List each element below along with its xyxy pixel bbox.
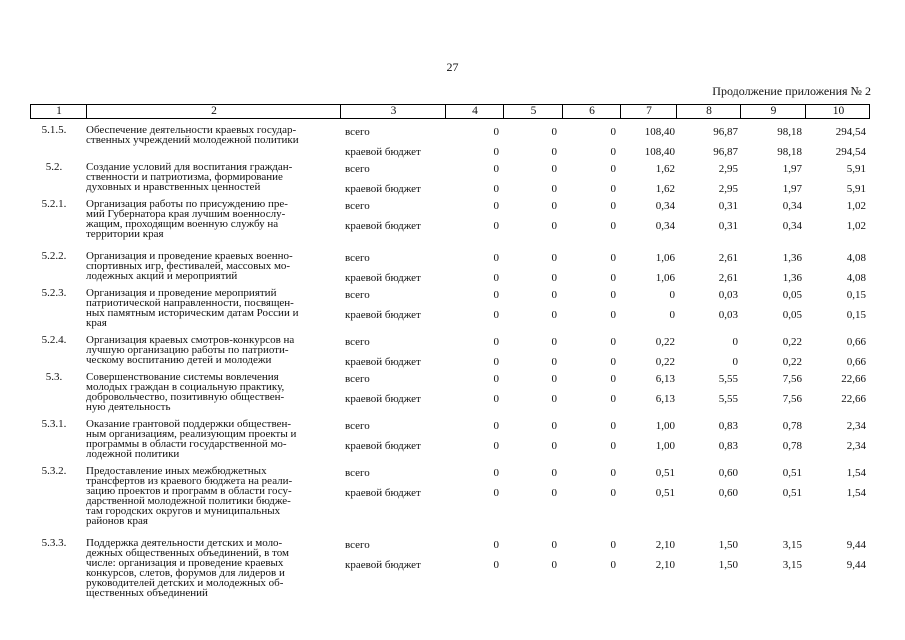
value-cell: 108,40 (644, 146, 675, 158)
value-cell: 0 (493, 146, 499, 158)
value-cell: 0 (493, 163, 499, 175)
value-cell: 2,34 (846, 440, 866, 452)
row-number: 5.2.2. (41, 250, 67, 262)
value-cell: 0,15 (846, 309, 866, 321)
row-number: 5.2.3. (41, 287, 67, 299)
value-cell: 5,55 (718, 373, 738, 385)
value-cell: 1,06 (655, 252, 675, 264)
funding-line (340, 370, 870, 390)
funding-source: краевой бюджет (345, 309, 421, 321)
value-cell: 0 (669, 289, 675, 301)
value-cell: 294,54 (835, 126, 866, 138)
value-cell: 22,66 (841, 393, 866, 405)
funding-line (340, 437, 870, 457)
value-cell: 1,97 (782, 183, 802, 195)
value-cell: 0 (551, 252, 557, 264)
row-number: 5.3.2. (41, 465, 67, 477)
value-cell: 0 (610, 220, 616, 232)
value-cell: 96,87 (713, 126, 738, 138)
value-cell: 98,18 (777, 126, 802, 138)
funding-line (340, 536, 870, 556)
funding-source: всего (345, 373, 370, 385)
continuation-caption: Продолжение приложения № 2 (712, 84, 871, 98)
header-divider (740, 105, 741, 118)
header-divider (503, 105, 504, 118)
value-cell: 0 (493, 559, 499, 571)
row-name: Организация и проведение мероприятий патриотической направленности, посвящен- ных памятным историческим датам России и края (86, 287, 299, 329)
funding-line (340, 484, 870, 504)
value-cell: 0 (493, 200, 499, 212)
value-cell: 2,10 (655, 539, 675, 551)
value-cell: 0 (610, 336, 616, 348)
value-cell: 108,40 (644, 126, 675, 138)
value-cell: 0 (610, 487, 616, 499)
value-cell: 5,91 (846, 163, 866, 175)
row-name: Оказание грантовой поддержки обществен- ным организациям, реализующим проекты и программы в области государственной мо- лодежной политики (86, 418, 297, 460)
funding-line (340, 286, 870, 306)
row-values (340, 251, 870, 291)
funding-source: краевой бюджет (345, 487, 421, 499)
value-cell: 98,18 (777, 146, 802, 158)
value-cell: 1,06 (655, 272, 675, 284)
header-cell-5: 5 (530, 105, 537, 117)
header-cell-8: 8 (706, 105, 712, 117)
value-cell: 7,56 (782, 393, 802, 405)
value-cell: 1,54 (846, 467, 866, 479)
value-cell: 0 (551, 220, 557, 232)
value-cell: 0 (493, 373, 499, 385)
value-cell: 0 (610, 373, 616, 385)
value-cell: 5,55 (718, 393, 738, 405)
value-cell: 9,44 (846, 539, 866, 551)
table-row (30, 251, 870, 288)
value-cell: 0 (610, 200, 616, 212)
value-cell: 0 (551, 309, 557, 321)
value-cell: 0,03 (718, 309, 738, 321)
row-number: 5.2.1. (41, 198, 67, 210)
value-cell: 0 (493, 420, 499, 432)
value-cell: 0 (610, 126, 616, 138)
row-values (340, 372, 870, 412)
row-values (340, 466, 870, 506)
header-cell-9: 9 (770, 105, 777, 117)
value-cell: 0,22 (782, 356, 802, 368)
value-cell: 0 (493, 289, 499, 301)
value-cell: 0 (610, 393, 616, 405)
table-row (30, 335, 870, 372)
funding-line (340, 160, 870, 180)
funding-line (340, 464, 870, 484)
value-cell: 0 (610, 356, 616, 368)
value-cell: 0,78 (782, 440, 802, 452)
row-name: Организация краевых смотров-конкурсов на лучшую организацию работы по патриоти- ческому воспитанию детей и молодежи (86, 334, 295, 366)
header-divider (805, 105, 806, 118)
value-cell: 0 (610, 183, 616, 195)
value-cell: 0,31 (718, 200, 738, 212)
header-divider (86, 105, 87, 118)
value-cell: 0 (551, 487, 557, 499)
value-cell: 0 (610, 539, 616, 551)
header-cell-3: 3 (390, 105, 397, 117)
header-divider (562, 105, 563, 118)
value-cell: 0 (610, 163, 616, 175)
funding-source: краевой бюджет (345, 440, 421, 452)
value-cell: 6,13 (655, 393, 675, 405)
value-cell: 0 (610, 146, 616, 158)
value-cell: 1,62 (655, 163, 675, 175)
table-row (30, 466, 870, 538)
row-name: Организация и проведение краевых военно- спортивных игр, фестивалей, массовых мо- лодежных акций и мероприятий (86, 250, 293, 282)
value-cell: 2,10 (655, 559, 675, 571)
row-number: 5.3.1. (41, 418, 67, 430)
table-row (30, 288, 870, 335)
value-cell: 96,87 (713, 146, 738, 158)
value-cell: 0 (551, 467, 557, 479)
funding-line (340, 217, 870, 237)
header-divider (676, 105, 677, 118)
row-number: 5.3.3. (41, 537, 67, 549)
value-cell: 0,60 (718, 487, 738, 499)
table-row (30, 199, 870, 251)
table-row (30, 419, 870, 466)
value-cell: 0 (551, 289, 557, 301)
value-cell: 0 (551, 539, 557, 551)
value-cell: 0 (610, 440, 616, 452)
funding-line (340, 123, 870, 143)
value-cell: 0 (493, 539, 499, 551)
value-cell: 0 (493, 220, 499, 232)
funding-source: краевой бюджет (345, 393, 421, 405)
row-values (340, 538, 870, 578)
value-cell: 0 (493, 356, 499, 368)
row-values (340, 199, 870, 239)
funding-source: краевой бюджет (345, 272, 421, 284)
value-cell: 0,83 (718, 420, 738, 432)
funding-source: краевой бюджет (345, 146, 421, 158)
header-cell-7: 7 (646, 105, 652, 117)
value-cell: 0 (493, 252, 499, 264)
value-cell: 1,62 (655, 183, 675, 195)
funding-line (340, 556, 870, 576)
value-cell: 1,50 (718, 559, 738, 571)
funding-line (340, 197, 870, 217)
value-cell: 0,34 (655, 220, 675, 232)
value-cell: 1,00 (655, 440, 675, 452)
value-cell: 0 (610, 420, 616, 432)
value-cell: 1,50 (718, 539, 738, 551)
value-cell: 0,51 (782, 467, 802, 479)
funding-line (340, 390, 870, 410)
value-cell: 0 (669, 309, 675, 321)
funding-source: краевой бюджет (345, 220, 421, 232)
row-name: Предоставление иных межбюджетных трансфертов из краевого бюджета на реали- зацию проектов и программ в области госу- дарственной молодежной политики бюдже- там городских округов и муниципальных районов края (86, 465, 293, 527)
value-cell: 0 (551, 440, 557, 452)
value-cell: 0 (551, 183, 557, 195)
value-cell: 0,05 (782, 309, 802, 321)
value-cell: 0 (610, 559, 616, 571)
row-name: Организация работы по присуждению пре- мий Губернатора края лучшим военнослу- жащим, проходящим военную службу на территории края (86, 198, 288, 240)
row-name: Обеспечение деятельности краевых государ- ственных учреждений молодежной политики (86, 124, 299, 146)
funding-source: всего (345, 126, 370, 138)
funding-source: краевой бюджет (345, 559, 421, 571)
header-cell-4: 4 (472, 105, 478, 117)
value-cell: 1,36 (782, 272, 802, 284)
value-cell: 4,08 (846, 252, 866, 264)
row-number: 5.2. (45, 161, 63, 173)
value-cell: 0 (732, 336, 738, 348)
funding-line (340, 249, 870, 269)
value-cell: 0,66 (846, 336, 866, 348)
value-cell: 0 (551, 146, 557, 158)
value-cell: 0 (551, 393, 557, 405)
value-cell: 0 (493, 336, 499, 348)
value-cell: 0,51 (655, 487, 675, 499)
value-cell: 0 (493, 467, 499, 479)
value-cell: 0 (493, 393, 499, 405)
value-cell: 0 (551, 126, 557, 138)
value-cell: 0 (551, 163, 557, 175)
value-cell: 0 (493, 272, 499, 284)
row-number: 5.2.4. (41, 334, 67, 346)
funding-source: всего (345, 289, 370, 301)
value-cell: 0 (551, 336, 557, 348)
value-cell: 0,34 (655, 200, 675, 212)
table-row (30, 162, 870, 199)
funding-source: всего (345, 336, 370, 348)
header-divider (620, 105, 621, 118)
value-cell: 0 (493, 487, 499, 499)
table-row (30, 372, 870, 419)
value-cell: 3,15 (782, 559, 802, 571)
funding-source: всего (345, 420, 370, 432)
value-cell: 0,83 (718, 440, 738, 452)
row-values (340, 125, 870, 165)
value-cell: 0,60 (718, 467, 738, 479)
value-cell: 0,22 (655, 336, 675, 348)
value-cell: 6,13 (655, 373, 675, 385)
value-cell: 0 (610, 252, 616, 264)
value-cell: 22,66 (841, 373, 866, 385)
value-cell: 3,15 (782, 539, 802, 551)
value-cell: 0 (493, 440, 499, 452)
value-cell: 0 (610, 272, 616, 284)
row-values (340, 288, 870, 328)
funding-source: всего (345, 252, 370, 264)
value-cell: 0,31 (718, 220, 738, 232)
row-values (340, 335, 870, 375)
row-name: Поддержка деятельности детских и моло- дежных общественных объединений, в том числе: организация и проведение краевых конкурсов, слетов, форумов для лидеров и руководителей детских и молодежных об- щественных объединений (86, 537, 289, 599)
value-cell: 0 (551, 200, 557, 212)
funding-source: всего (345, 200, 370, 212)
row-name: Совершенствование системы вовлечения молодых граждан в социальную практику, добровольчество, позитивную обществен- ную деятельность (86, 371, 285, 413)
row-values (340, 162, 870, 202)
value-cell: 0,51 (782, 487, 802, 499)
funding-source: всего (345, 539, 370, 551)
value-cell: 1,54 (846, 487, 866, 499)
value-cell: 0,22 (782, 336, 802, 348)
header-cell-10: 10 (832, 105, 845, 117)
value-cell: 0 (493, 183, 499, 195)
value-cell: 2,95 (718, 163, 738, 175)
value-cell: 4,08 (846, 272, 866, 284)
row-name: Создание условий для воспитания граждан- ственности и патриотизма, формирование духовных и нравственных ценностей (86, 161, 293, 193)
value-cell: 1,02 (846, 200, 866, 212)
value-cell: 0,22 (655, 356, 675, 368)
value-cell: 0,03 (718, 289, 738, 301)
value-cell: 0 (493, 309, 499, 321)
funding-source: всего (345, 467, 370, 479)
value-cell: 9,44 (846, 559, 866, 571)
row-values (340, 419, 870, 459)
header-cell-2: 2 (211, 105, 217, 117)
funding-source: всего (345, 163, 370, 175)
value-cell: 1,02 (846, 220, 866, 232)
value-cell: 0,34 (782, 220, 802, 232)
value-cell: 0,78 (782, 420, 802, 432)
value-cell: 0,66 (846, 356, 866, 368)
funding-line (340, 306, 870, 326)
header-cell-1: 1 (56, 105, 62, 117)
value-cell: 7,56 (782, 373, 802, 385)
value-cell: 5,91 (846, 183, 866, 195)
table-row (30, 538, 870, 616)
value-cell: 0,34 (782, 200, 802, 212)
value-cell: 1,36 (782, 252, 802, 264)
header-divider (340, 105, 341, 118)
table-header (30, 104, 870, 119)
row-number: 5.3. (45, 371, 63, 383)
value-cell: 2,61 (718, 252, 738, 264)
value-cell: 0 (610, 309, 616, 321)
value-cell: 0 (551, 559, 557, 571)
value-cell: 0 (551, 373, 557, 385)
table-body (30, 125, 870, 616)
header-divider (445, 105, 446, 118)
value-cell: 0,05 (782, 289, 802, 301)
value-cell: 0 (610, 467, 616, 479)
funding-source: краевой бюджет (345, 356, 421, 368)
table-row (30, 125, 870, 162)
funding-line (340, 417, 870, 437)
value-cell: 1,97 (782, 163, 802, 175)
page-number: 27 (446, 60, 459, 74)
value-cell: 2,34 (846, 420, 866, 432)
value-cell: 0 (732, 356, 738, 368)
funding-line (340, 333, 870, 353)
value-cell: 0,51 (655, 467, 675, 479)
row-number: 5.1.5. (41, 124, 67, 136)
value-cell: 1,00 (655, 420, 675, 432)
value-cell: 2,61 (718, 272, 738, 284)
header-cell-6: 6 (589, 105, 595, 117)
value-cell: 0 (610, 289, 616, 301)
funding-source: краевой бюджет (345, 183, 421, 195)
value-cell: 0 (551, 420, 557, 432)
value-cell: 294,54 (835, 146, 866, 158)
value-cell: 0 (493, 126, 499, 138)
value-cell: 2,95 (718, 183, 738, 195)
value-cell: 0 (551, 356, 557, 368)
value-cell: 0,15 (846, 289, 866, 301)
value-cell: 0 (551, 272, 557, 284)
